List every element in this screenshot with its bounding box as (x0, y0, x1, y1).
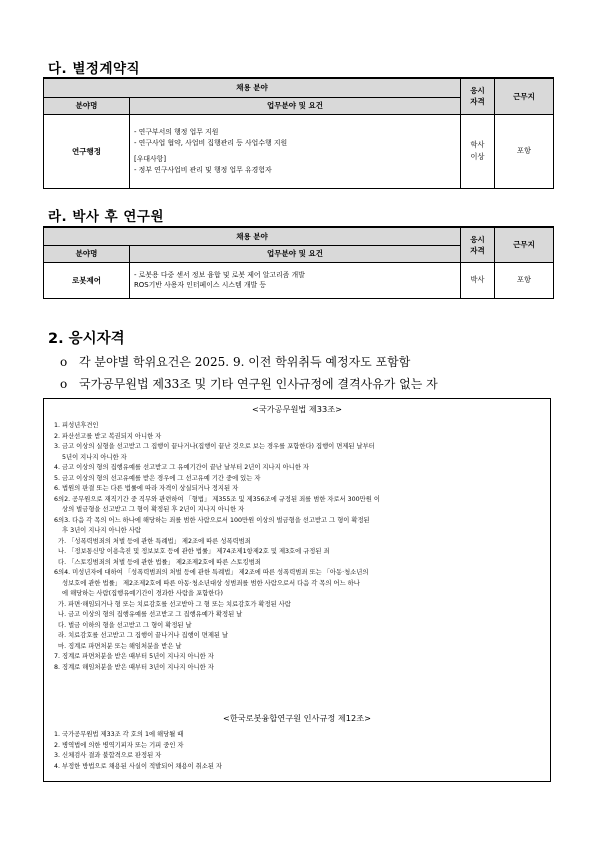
header-location: 근무지 (495, 78, 554, 114)
law-clause: 3. 신체검사 결과 불합격으로 판정된 자 (54, 752, 162, 759)
location-cell: 포항 (495, 262, 554, 298)
section-d-title: 라. 박사 후 연구원 (48, 209, 165, 225)
law-clause: 상의 벌금형을 선고받고 그 형이 확정된 후 2년이 지나지 아니한 자 (54, 506, 245, 513)
law-clause: 성보호에 관한 법률」 제2조제2호에 따른 아동·청소년대상 성범죄를 범한 사람으로서 다음 각 목의 어느 하나 (54, 579, 360, 587)
disqualification-box (43, 398, 551, 782)
law-clause: 다. 「스토킹범죄의 처벌 등에 관한 법률」 제2조제2호에 따른 스토킹범죄 (54, 558, 261, 566)
bullet-marker: ο (60, 355, 68, 369)
law-title-civil-service: <국가공무원법 제33조> (251, 404, 342, 414)
law-title-institute: <한국로봇융합연구원 인사규정 제12조> (223, 713, 371, 723)
header-field: 채용 분야 (44, 227, 461, 245)
law-clause: 3. 금고 이상의 실형을 선고받고 그 집행이 끝나거나(집행이 끝난 것으로 보는 경우를 포함한다) 집행이 면제된 날부터 (54, 443, 375, 450)
header-qualification: 응시 자격 (461, 78, 495, 114)
eligibility-heading: 2. 응시자격 (48, 331, 125, 347)
qualification-cell: 박사 (461, 262, 495, 298)
law-clause: 1. 국가공무원법 제33조 각 호의 1에 해당될 때 (54, 731, 184, 738)
header-field: 채용 분야 (44, 78, 461, 97)
location-cell: 포항 (495, 114, 554, 188)
duty-line: - 연구사업 협약, 사업비 집행관리 등 사업수행 지원 (134, 138, 288, 147)
law-clause: 가. 파면·해임되거나 형 또는 치료감호를 선고받아 그 형 또는 치료감호가 확정된 사람 (54, 600, 291, 608)
eligibility-text: 국가공무원법 제33조 및 기타 연구원 인사규정에 결격사유가 없는 자 (79, 377, 438, 391)
field-name-cell: 로봇제어 (44, 262, 130, 298)
law-clause: 5년이 지나지 아니한 자 (54, 453, 127, 461)
law-clause: 에 해당하는 사람(집행유예기간이 경과한 사람을 포함한다) (54, 590, 223, 597)
law-clause: 라. 치료감호를 선고받고 그 집행이 끝나거나 집행이 면제된 날 (54, 632, 229, 639)
section-d-table (43, 226, 554, 299)
law-clause: 나. 금고 이상의 형의 집행유예를 선고받고 그 집행유예가 확정된 날 (54, 611, 243, 618)
law-clause: 다. 벌금 이하의 형을 선고받고 그 형이 확정된 날 (54, 621, 192, 629)
law-clause: 2. 파산선고를 받고 복권되지 아니한 자 (54, 432, 162, 440)
law-clause: 4. 부정한 방법으로 채용된 사실이 적발되어 채용이 취소된 자 (54, 762, 223, 770)
header-field-name: 분야명 (44, 97, 130, 114)
qualification-cell: 학사 이상 (461, 114, 495, 188)
law-clause: 6의2. 공무원으로 재직기간 중 직무와 관련하여 「형법」 제355조 및 제356조에 규정된 죄를 범한 자로서 300만원 이 (54, 495, 380, 503)
law-clause: 7. 징계로 파면처분을 받은 때부터 5년이 지나지 아니한 자 (54, 653, 214, 660)
bullet-marker: ο (60, 377, 68, 391)
law-clause: 8. 징계로 해임처분을 받은 때부터 3년이 지나지 아니한 자 (54, 663, 214, 671)
eligibility-item (60, 353, 410, 370)
law-clause: 마. 징계로 파면처분 또는 해임처분을 받은 날 (54, 642, 182, 650)
law-list-civil-service (54, 421, 542, 673)
law-clause: 4. 금고 이상의 형의 집행유예를 선고받고 그 유예기간이 끝난 날부터 2년이 지나지 아니한 자 (54, 464, 310, 471)
duty-cell (130, 114, 461, 188)
header-field-name: 분야명 (44, 245, 130, 262)
duty-line: [우대사항] (134, 155, 167, 163)
law-clause: 1. 피성년후견인 (54, 422, 99, 429)
law-clause: 6의3. 다음 각 목의 어느 하나에 해당하는 죄를 범한 사람으로서 100만원 이상의 벌금형을 선고받고 그 형이 확정된 (54, 516, 370, 524)
header-location: 근무지 (495, 227, 554, 262)
header-duty: 업무분야 및 요건 (130, 97, 461, 114)
law-list-institute (54, 730, 542, 772)
law-clause: 6. 법원의 판결 또는 다른 법률에 따라 자격이 상실되거나 정지된 자 (54, 485, 239, 492)
duty-line: - 연구부서의 행정 업무 지원 (134, 128, 219, 136)
duty-line: - 정부 연구사업비 관리 및 행정 업무 유경험자 (134, 165, 272, 174)
eligibility-text: 각 분야별 학위요건은 2025. 9. 이전 학위취득 예정자도 포함함 (79, 355, 411, 369)
law-clause: 가. 「성폭력범죄의 처벌 등에 관한 특례법」 제2조에 따른 성폭력범죄 (54, 537, 251, 545)
field-name-cell: 연구행정 (44, 114, 130, 188)
duty-line: - 로봇용 다중 센서 정보 융합 및 로봇 제어 알고리즘 개발 (134, 270, 305, 279)
law-clause: 6의4. 미성년자에 대하여 「성폭력범죄의 처벌 등에 관한 특례법」 제2조에 따른 성폭력범죄 또는 「아동·청소년의 (54, 569, 369, 576)
section-c-title: 다. 별정계약직 (48, 61, 141, 77)
eligibility-item (60, 375, 438, 392)
law-clause: 나. 「정보통신망 이용촉진 및 정보보호 등에 관한 법률」 제74조제1항제2호 및 제3호에 규정된 죄 (54, 548, 330, 555)
law-clause: 5. 금고 이상의 형의 선고유예를 받은 경우에 그 선고유예 기간 중에 있는 자 (54, 474, 261, 482)
header-duty: 업무분야 및 요건 (130, 245, 461, 262)
law-clause: 후 3년이 지나지 아니한 사람 (54, 527, 141, 534)
law-clause: 2. 병역법에 의한 병역기피자 또는 기피 중인 자 (54, 741, 184, 749)
section-c-table (43, 77, 554, 189)
duty-line: ROS기반 사용자 인터페이스 시스템 개발 등 (134, 281, 267, 289)
header-qualification: 응시 자격 (461, 227, 495, 262)
duty-cell (130, 262, 461, 298)
